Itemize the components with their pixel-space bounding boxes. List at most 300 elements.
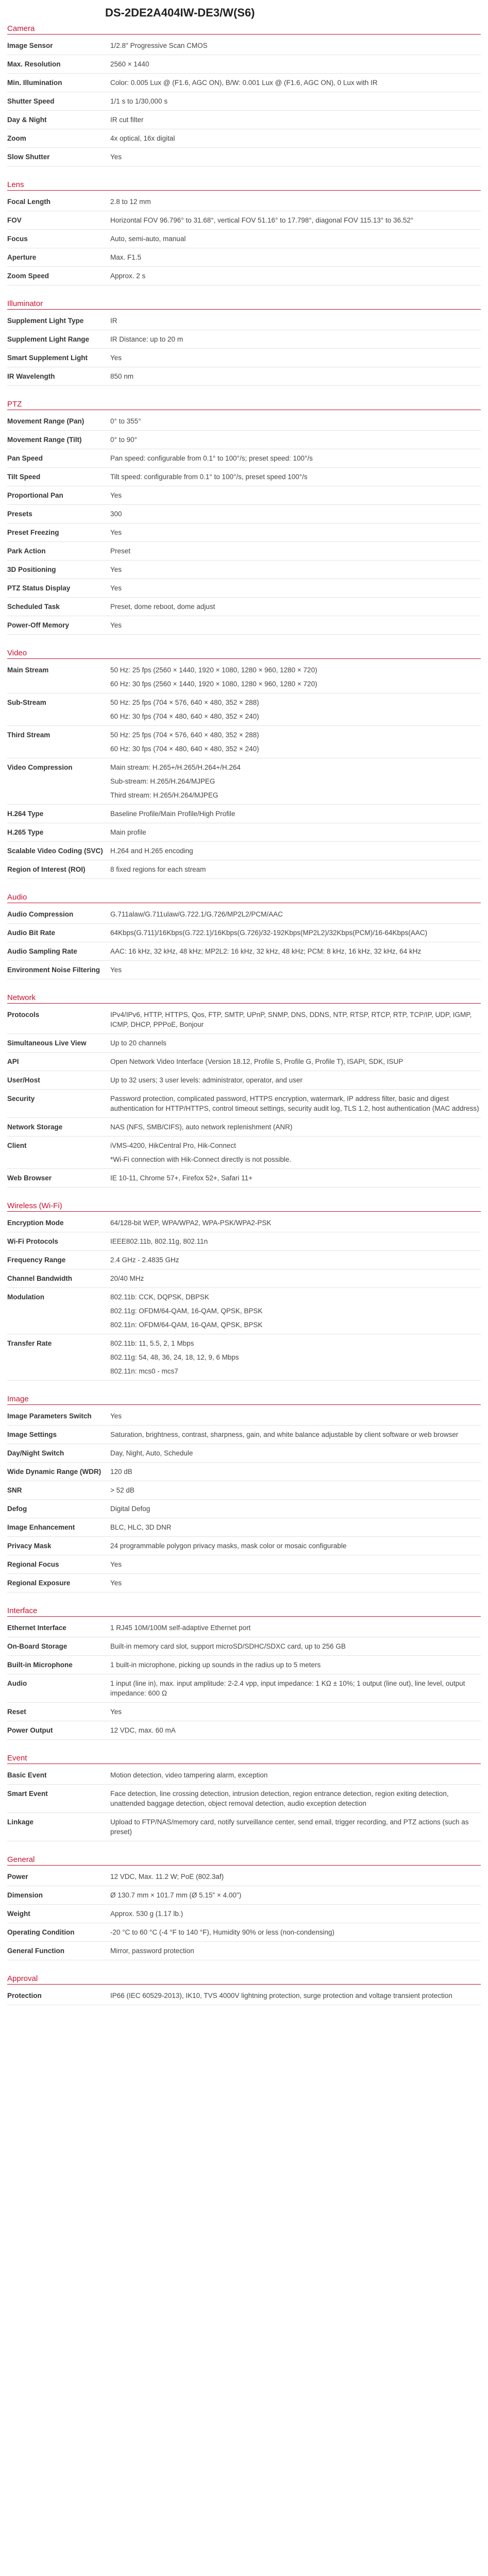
spec-label: Focal Length	[7, 198, 51, 206]
spec-label: SNR	[7, 1486, 22, 1494]
spec-value	[105, 449, 481, 467]
spec-value	[105, 431, 481, 449]
spec-section	[7, 21, 481, 166]
section-title: Network	[7, 993, 36, 1002]
spec-value	[105, 842, 481, 860]
spec-row	[7, 1703, 481, 1721]
spec-value	[105, 1090, 481, 1117]
spec-section	[7, 166, 481, 285]
spec-label: Transfer Rate	[7, 1340, 52, 1347]
spec-row	[7, 1674, 481, 1703]
spec-label: Shutter Speed	[7, 97, 55, 105]
spec-value-line: 20/40 MHz	[110, 1275, 144, 1282]
section-spacer	[7, 1740, 481, 1750]
spec-value-line: Tilt speed: configurable from 0.1° to 100°/s, preset speed 100°/s	[110, 473, 308, 481]
spec-label: Ethernet Interface	[7, 1624, 66, 1632]
spec-value	[105, 1169, 481, 1187]
spec-row	[7, 1942, 481, 1960]
spec-value	[105, 1637, 481, 1655]
spec-value-line: IP66 (IEC 60529-2013), IK10, TVS 4000V lightning protection, surge protection and voltage transient protection	[110, 1992, 452, 1999]
spec-row	[7, 616, 481, 635]
spec-label: Image Sensor	[7, 42, 53, 49]
spec-label: Tilt Speed	[7, 473, 41, 481]
spec-value	[105, 1407, 481, 1425]
spec-value	[105, 1006, 481, 1033]
spec-value	[105, 1555, 481, 1573]
spec-value-line: Yes	[110, 1412, 122, 1420]
spec-row	[7, 1169, 481, 1188]
spec-value	[105, 1426, 481, 1444]
spec-value-line: Ø 130.7 mm × 101.7 mm (Ø 5.15" × 4.00")	[110, 1891, 242, 1899]
spec-row	[7, 349, 481, 367]
spec-value-line: IE 10-11, Chrome 57+, Firefox 52+, Safari 11+	[110, 1174, 253, 1182]
spec-row	[7, 1426, 481, 1444]
spec-label: Power-Off Memory	[7, 621, 70, 629]
spec-value	[105, 37, 481, 55]
spec-value-line: 1 input (line in), max. input amplitude: 2-2.4 vpp, input impedance: 1 KΩ ± 10%; 1 output (line out), line level, output impedance: 600 Ω	[110, 1680, 465, 1697]
spec-row	[7, 579, 481, 598]
spec-section	[7, 879, 481, 979]
spec-value	[105, 248, 481, 266]
spec-row	[7, 1500, 481, 1518]
spec-section	[7, 1188, 481, 1381]
spec-row	[7, 468, 481, 486]
spec-row	[7, 1251, 481, 1269]
section-title: Audio	[7, 893, 27, 902]
spec-value	[105, 942, 481, 960]
spec-row	[7, 924, 481, 942]
spec-value	[105, 1942, 481, 1960]
spec-value-line: 12 VDC, max. 60 mA	[110, 1726, 176, 1734]
spec-label: API	[7, 1058, 19, 1065]
spec-row	[7, 1987, 481, 2005]
spec-label: Privacy Mask	[7, 1542, 52, 1550]
spec-value-line: 802.11n: OFDM/64-QAM, 16-QAM, QPSK, BPSK	[110, 1321, 263, 1329]
spec-row	[7, 148, 481, 166]
spec-value-line: Built-in memory card slot, support microSD/SDHC/SDXC card, up to 256 GB	[110, 1642, 346, 1650]
spec-value-line: Open Network Video Interface (Version 18.12, Profile S, Profile G, Profile T), ISAPI, SDK, ISUP	[110, 1058, 403, 1065]
spec-value-line: 802.11g: 54, 48, 36, 24, 18, 12, 9, 6 Mbps	[110, 1353, 239, 1361]
spec-row	[7, 211, 481, 230]
section-divider	[7, 309, 481, 310]
spec-row	[7, 1905, 481, 1923]
spec-row	[7, 1137, 481, 1169]
spec-label: Power	[7, 1873, 28, 1880]
spec-row	[7, 267, 481, 285]
spec-label: Regional Focus	[7, 1561, 59, 1568]
spec-row	[7, 1269, 481, 1288]
spec-value	[105, 726, 481, 758]
spec-row	[7, 486, 481, 505]
spec-row	[7, 1868, 481, 1886]
spec-row	[7, 330, 481, 349]
spec-label: Power Output	[7, 1726, 53, 1734]
spec-value	[105, 1137, 481, 1168]
spec-label: Day & Night	[7, 116, 47, 124]
spec-value-line: Face detection, line crossing detection, intrusion detection, region entrance detection, region exiting detection, unattended baggage detection, object removal detection, audio exception detection	[110, 1790, 449, 1807]
spec-value	[105, 924, 481, 942]
spec-label: Modulation	[7, 1293, 44, 1301]
spec-label: Park Action	[7, 547, 46, 555]
spec-value	[105, 1334, 481, 1380]
spec-label: H.264 Type	[7, 810, 44, 818]
spec-value	[105, 1905, 481, 1923]
section-divider	[7, 1211, 481, 1212]
spec-row	[7, 111, 481, 129]
spec-value-line: 2.4 GHz - 2.4835 GHz	[110, 1256, 179, 1264]
spec-value-line: Password protection, complicated password, HTTPS encryption, watermark, IP address filter, basic and digest authentication for HTTP/HTTPS, control timeout settings, security audit log, TLS 1.2, host authentication (MAC address)	[110, 1095, 479, 1112]
spec-value-line: Auto, semi-auto, manual	[110, 235, 186, 243]
spec-value-line: 802.11n: mcs0 - mcs7	[110, 1367, 178, 1375]
spec-label: Slow Shutter	[7, 153, 50, 161]
spec-value-line: Sub-stream: H.265/H.264/MJPEG	[110, 777, 215, 785]
spec-value	[105, 486, 481, 504]
section-spacer	[7, 166, 481, 177]
spec-value-line: *Wi-Fi connection with Hik-Connect directly is not possible.	[110, 1156, 292, 1163]
spec-row	[7, 1334, 481, 1381]
spec-row	[7, 1118, 481, 1137]
spec-label: Presets	[7, 510, 32, 518]
spec-row	[7, 1444, 481, 1463]
spec-value	[105, 349, 481, 367]
spec-value-line: Baseline Profile/Main Profile/High Profile	[110, 810, 235, 818]
spec-value-line: 60 Hz: 30 fps (2560 × 1440, 1920 × 1080, 1280 × 960, 1280 × 720)	[110, 680, 317, 688]
section-spacer	[7, 879, 481, 889]
spec-value	[105, 1071, 481, 1089]
spec-row	[7, 1034, 481, 1053]
section-title: Interface	[7, 1606, 38, 1615]
spec-value-line: Pan speed: configurable from 0.1° to 100°/s; preset speed: 100°/s	[110, 454, 313, 462]
spec-row	[7, 523, 481, 542]
spec-value-line: Yes	[110, 1708, 122, 1716]
spec-label: Basic Event	[7, 1771, 47, 1779]
spec-value-line: 2.8 to 12 mm	[110, 198, 151, 206]
spec-value-line: Yes	[110, 153, 122, 161]
spec-row	[7, 1766, 481, 1785]
spec-value-line: 24 programmable polygon privacy masks, mask color or mosaic configurable	[110, 1542, 347, 1550]
spec-label: Network Storage	[7, 1123, 63, 1131]
spec-value	[105, 1214, 481, 1232]
spec-label: Movement Range (Tilt)	[7, 436, 82, 444]
spec-value-line: Yes	[110, 966, 122, 974]
spec-value	[105, 1574, 481, 1592]
spec-row	[7, 505, 481, 523]
spec-value-line: 60 Hz: 30 fps (704 × 480, 640 × 480, 352 × 240)	[110, 745, 259, 753]
spec-value-line: IPv4/IPv6, HTTP, HTTPS, Qos, FTP, SMTP, UPnP, SNMP, DNS, DDNS, NTP, RTSP, RTCP, RTP, TCP/IP, UDP, IGMP, ICMP, DHCP, PPPoE, Bonjour	[110, 1011, 472, 1028]
spec-value	[105, 905, 481, 923]
spec-row	[7, 1619, 481, 1637]
spec-value-line: NAS (NFS, SMB/CIFS), auto network replenishment (ANR)	[110, 1123, 293, 1131]
spec-label: Client	[7, 1142, 27, 1149]
spec-row	[7, 758, 481, 805]
spec-value	[105, 1537, 481, 1555]
spec-value-line: Yes	[110, 1561, 122, 1568]
spec-value	[105, 1500, 481, 1518]
spec-row	[7, 1090, 481, 1118]
spec-value-line: Saturation, brightness, contrast, sharpness, gain, and white balance adjustable by client software or web browser	[110, 1431, 459, 1438]
spec-value	[105, 367, 481, 385]
spec-label: Scheduled Task	[7, 603, 60, 611]
spec-value	[105, 1481, 481, 1499]
spec-value	[105, 267, 481, 285]
spec-row	[7, 1288, 481, 1334]
spec-label: Preset Freezing	[7, 529, 59, 536]
spec-value	[105, 505, 481, 523]
spec-row	[7, 1923, 481, 1942]
spec-label: Encryption Mode	[7, 1219, 64, 1227]
spec-value-line: 1/1 s to 1/30,000 s	[110, 97, 168, 105]
spec-label: Protection	[7, 1992, 42, 1999]
spec-row	[7, 129, 481, 148]
spec-value-line: Motion detection, video tampering alarm, exception	[110, 1771, 268, 1779]
spec-value-line: Yes	[110, 566, 122, 573]
spec-section	[7, 1592, 481, 1740]
spec-label: Weight	[7, 1910, 30, 1918]
spec-row	[7, 842, 481, 860]
section-title: Event	[7, 1754, 27, 1762]
spec-row	[7, 1656, 481, 1674]
spec-label: Proportional Pan	[7, 492, 63, 499]
spec-value	[105, 1619, 481, 1637]
spec-value	[105, 1034, 481, 1052]
spec-value	[105, 1118, 481, 1136]
spec-value	[105, 211, 481, 229]
spec-label: Sub-Stream	[7, 699, 46, 706]
section-title: Wireless (Wi-Fi)	[7, 1201, 62, 1210]
spec-value	[105, 579, 481, 597]
spec-value	[105, 542, 481, 560]
spec-label: FOV	[7, 216, 22, 224]
spec-value-line: Horizontal FOV 96.796° to 31.68°, vertical FOV 51.16° to 17.798°, diagonal FOV 115.13° to 36.52°	[110, 216, 414, 224]
spec-value-line: IR cut filter	[110, 116, 144, 124]
spec-label: Supplement Light Range	[7, 335, 90, 343]
spec-label: Dimension	[7, 1891, 43, 1899]
spec-label: Supplement Light Type	[7, 317, 84, 325]
header-row	[7, 0, 481, 21]
spec-value	[105, 129, 481, 147]
spec-label: Image Enhancement	[7, 1523, 75, 1531]
section-title: General	[7, 1855, 35, 1864]
spec-value-line: Upload to FTP/NAS/memory card, notify surveillance center, send email, trigger recording, and PTZ actions (such as preset)	[110, 1818, 469, 1836]
spec-label: Image Parameters Switch	[7, 1412, 92, 1420]
spec-value	[105, 1463, 481, 1481]
spec-section	[7, 285, 481, 386]
section-spacer	[7, 1592, 481, 1603]
spec-row	[7, 860, 481, 879]
spec-value-line: 0° to 355°	[110, 417, 141, 425]
spec-value-line: 50 Hz: 25 fps (704 × 576, 640 × 480, 352 × 288)	[110, 699, 259, 706]
spec-section	[7, 1960, 481, 2005]
spec-label: Protocols	[7, 1011, 40, 1019]
spec-value	[105, 148, 481, 166]
spec-label: Zoom	[7, 134, 26, 142]
spec-value-line: Main profile	[110, 828, 146, 836]
spec-row	[7, 961, 481, 979]
spec-value-line: 8 fixed regions for each stream	[110, 866, 206, 873]
spec-value	[105, 693, 481, 725]
spec-row	[7, 823, 481, 842]
spec-value-line: Main stream: H.265+/H.265/H.264+/H.264	[110, 764, 241, 771]
spec-value-line: IR Distance: up to 20 m	[110, 335, 183, 343]
spec-label: Pan Speed	[7, 454, 43, 462]
spec-row	[7, 92, 481, 111]
spec-value	[105, 1053, 481, 1071]
spec-row	[7, 367, 481, 386]
section-title: PTZ	[7, 400, 22, 409]
spec-row	[7, 449, 481, 468]
spec-row	[7, 1813, 481, 1841]
spec-row	[7, 1232, 481, 1251]
section-title: Illuminator	[7, 299, 43, 308]
spec-value-line: Max. F1.5	[110, 253, 142, 261]
spec-value-line: Yes	[110, 492, 122, 499]
spec-label: Scalable Video Coding (SVC)	[7, 847, 103, 855]
spec-value-line: AAC: 16 kHz, 32 kHz, 48 kHz; MP2L2: 16 kHz, 32 kHz, 48 kHz; PCM: 8 kHz, 16 kHz, 32 kHz, 64 kHz	[110, 947, 422, 955]
spec-row	[7, 1481, 481, 1500]
spec-value-line: Preset	[110, 547, 131, 555]
section-divider	[7, 1404, 481, 1405]
spec-value	[105, 74, 481, 92]
section-title: Approval	[7, 1974, 38, 1983]
spec-row	[7, 1555, 481, 1574]
spec-row	[7, 1407, 481, 1426]
spec-row	[7, 598, 481, 616]
spec-row	[7, 1053, 481, 1071]
spec-value	[105, 561, 481, 579]
spec-value-line: Approx. 530 g (1.17 lb.)	[110, 1910, 183, 1918]
spec-label: H.265 Type	[7, 828, 44, 836]
spec-value	[105, 1987, 481, 2005]
spec-label: Aperture	[7, 253, 37, 261]
spec-value	[105, 823, 481, 841]
spec-value	[105, 1886, 481, 1904]
section-spacer	[7, 285, 481, 296]
spec-row	[7, 561, 481, 579]
spec-row	[7, 1006, 481, 1034]
spec-value-line: Mirror, password protection	[110, 1947, 194, 1955]
section-spacer	[7, 1381, 481, 1391]
spec-value	[105, 1444, 481, 1462]
spec-value	[105, 1868, 481, 1886]
spec-value-line: G.711alaw/G.711ulaw/G.722.1/G.726/MP2L2/PCM/AAC	[110, 910, 283, 918]
spec-label: Image Settings	[7, 1431, 57, 1438]
spec-label: Built-in Microphone	[7, 1661, 73, 1669]
spec-value	[105, 230, 481, 248]
section-spacer	[7, 1841, 481, 1852]
spec-value-line: Day, Night, Auto, Schedule	[110, 1449, 193, 1457]
spec-value-line: Color: 0.005 Lux @ (F1.6, AGC ON), B/W: 0.001 Lux @ (F1.6, AGC ON), 0 Lux with IR	[110, 79, 378, 87]
spec-value-line: 802.11b: 11, 5.5, 2, 1 Mbps	[110, 1340, 194, 1347]
spec-value-line: 4x optical, 16x digital	[110, 134, 175, 142]
spec-value	[105, 805, 481, 823]
spec-label: Channel Bandwidth	[7, 1275, 72, 1282]
spec-value	[105, 758, 481, 804]
spec-label: Audio Sampling Rate	[7, 947, 77, 955]
spec-row	[7, 1637, 481, 1656]
spec-label: Day/Night Switch	[7, 1449, 64, 1457]
spec-row	[7, 1518, 481, 1537]
spec-value-line: Third stream: H.265/H.264/MJPEG	[110, 791, 218, 799]
spec-value-line: 60 Hz: 30 fps (704 × 480, 640 × 480, 352 × 240)	[110, 713, 259, 720]
spec-value-line: Approx. 2 s	[110, 272, 146, 280]
spec-row	[7, 55, 481, 74]
spec-section	[7, 979, 481, 1188]
spec-value	[105, 1518, 481, 1536]
spec-row	[7, 1721, 481, 1740]
spec-section	[7, 1740, 481, 1841]
spec-label: Defog	[7, 1505, 27, 1513]
spec-label: PTZ Status Display	[7, 584, 71, 592]
spec-label: Main Stream	[7, 666, 49, 674]
spec-row	[7, 693, 481, 726]
spec-value	[105, 412, 481, 430]
spec-value-line: 1 built-in microphone, picking up sounds in the radius up to 5 meters	[110, 1661, 321, 1669]
spec-row	[7, 726, 481, 758]
spec-label: Environment Noise Filtering	[7, 966, 100, 974]
spec-value-line: Yes	[110, 584, 122, 592]
spec-value	[105, 523, 481, 541]
spec-label: Wi-Fi Protocols	[7, 1238, 58, 1245]
spec-value	[105, 616, 481, 634]
spec-value-line: IR	[110, 317, 117, 325]
spec-label: Reset	[7, 1708, 26, 1716]
spec-value	[105, 1923, 481, 1941]
spec-value	[105, 1251, 481, 1269]
spec-row	[7, 431, 481, 449]
section-spacer	[7, 1960, 481, 1971]
spec-label: Third Stream	[7, 731, 51, 739]
spec-value	[105, 111, 481, 129]
spec-value-line: 850 nm	[110, 372, 134, 380]
spec-value-line: 50 Hz: 25 fps (2560 × 1440, 1920 × 1080, 1280 × 960, 1280 × 720)	[110, 666, 317, 674]
spec-value-line: iVMS-4200, HikCentral Pro, Hik-Connect	[110, 1142, 236, 1149]
spec-row	[7, 542, 481, 561]
spec-row	[7, 1071, 481, 1090]
spec-label: General Function	[7, 1947, 65, 1955]
spec-row	[7, 942, 481, 961]
section-spacer	[7, 386, 481, 396]
spec-value	[105, 961, 481, 979]
spec-label: Video Compression	[7, 764, 73, 771]
spec-value-line: H.264 and H.265 encoding	[110, 847, 193, 855]
spec-label: Audio Compression	[7, 910, 74, 918]
spec-value-line: 0° to 90°	[110, 436, 138, 444]
section-spacer	[7, 635, 481, 645]
spec-label: Max. Resolution	[7, 60, 61, 68]
section-divider	[7, 1003, 481, 1004]
spec-value-line: Up to 32 users; 3 user levels: administrator, operator, and user	[110, 1076, 302, 1084]
spec-value	[105, 1785, 481, 1812]
sections-container	[7, 21, 481, 2005]
spec-value	[105, 598, 481, 616]
spec-value	[105, 330, 481, 348]
spec-value-line: BLC, HLC, 3D DNR	[110, 1523, 172, 1531]
spec-value-line: 300	[110, 510, 122, 518]
section-divider	[7, 1616, 481, 1617]
section-spacer	[7, 979, 481, 990]
spec-value	[105, 860, 481, 878]
spec-value-line: 2560 × 1440	[110, 60, 149, 68]
spec-value-line: 802.11b: CCK, DQPSK, DBPSK	[110, 1293, 209, 1301]
section-spacer	[7, 1188, 481, 1198]
spec-value-line: Up to 20 channels	[110, 1039, 166, 1047]
spec-label: Security	[7, 1095, 35, 1103]
spec-section	[7, 1381, 481, 1592]
spec-value-line: 12 VDC, Max. 11.2 W; PoE (802.3af)	[110, 1873, 224, 1880]
section-divider	[7, 1865, 481, 1866]
spec-value	[105, 1232, 481, 1250]
section-title: Video	[7, 649, 27, 657]
